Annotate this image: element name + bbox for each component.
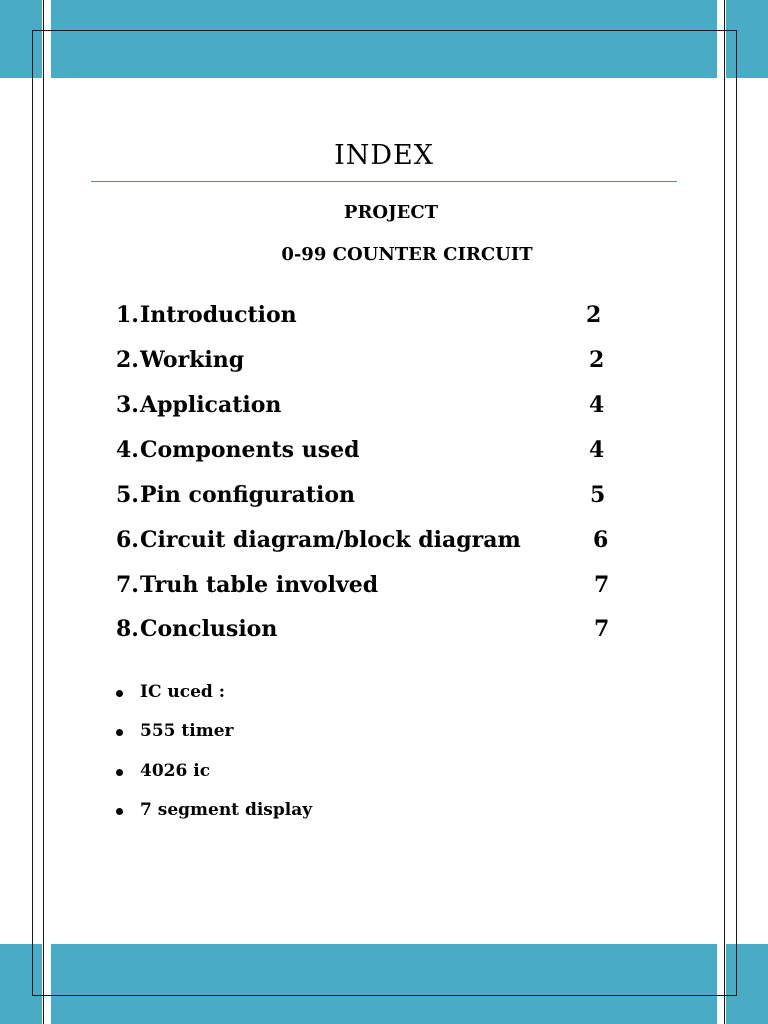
toc-page-number: 7 xyxy=(594,616,610,642)
frame-line-bottom xyxy=(32,995,737,996)
project-label: PROJECT xyxy=(343,202,439,223)
toc-item xyxy=(116,347,616,377)
frame-line-top xyxy=(32,30,737,31)
toc-label: Circuit diagram/block diagram xyxy=(140,527,521,553)
toc-item xyxy=(116,302,616,332)
list-item-text: 7 segment display xyxy=(140,800,313,820)
toc-number: 8. xyxy=(116,616,139,642)
toc-label: Conclusion xyxy=(140,616,278,642)
toc-label: Components used xyxy=(140,437,360,463)
toc-page-number: 2 xyxy=(589,347,605,373)
list-item-text: 4026 ic xyxy=(140,761,211,781)
title-divider xyxy=(91,181,677,182)
toc-number: 1. xyxy=(116,302,139,328)
toc-page-number: 7 xyxy=(594,572,610,598)
header-band xyxy=(0,0,768,78)
bullet-icon xyxy=(116,769,123,776)
toc-label: Application xyxy=(140,392,282,418)
toc-label: Pin configuration xyxy=(140,482,356,508)
project-name: 0-99 COUNTER CIRCUIT xyxy=(281,244,533,265)
footer-band xyxy=(0,944,768,1024)
toc-page-number: 5 xyxy=(590,482,606,508)
toc-page-number: 4 xyxy=(589,392,605,418)
toc-number: 4. xyxy=(116,437,139,463)
toc-label: Working xyxy=(140,347,245,373)
toc-page-number: 2 xyxy=(586,302,602,328)
toc-label: Truh table involved xyxy=(140,572,379,598)
toc-item xyxy=(116,392,616,422)
toc-item xyxy=(116,616,616,646)
toc-item xyxy=(116,482,616,512)
frame-line-left-outer xyxy=(32,30,33,996)
bullet-icon xyxy=(116,690,123,697)
toc-item xyxy=(116,527,616,557)
toc-number: 3. xyxy=(116,392,139,418)
page-title: INDEX xyxy=(334,140,434,171)
toc-label: Introduction xyxy=(140,302,297,328)
toc-number: 6. xyxy=(116,527,139,553)
bullet-icon xyxy=(116,808,123,815)
toc-item xyxy=(116,437,616,467)
toc-number: 5. xyxy=(116,482,139,508)
list-item-text: IC uced : xyxy=(140,682,226,702)
toc-number: 7. xyxy=(116,572,139,598)
toc-item xyxy=(116,572,616,602)
frame-line-right-outer xyxy=(736,30,737,996)
bullet-icon xyxy=(116,729,123,736)
list-item-text: 555 timer xyxy=(140,721,234,741)
toc-page-number: 6 xyxy=(593,527,609,553)
toc-number: 2. xyxy=(116,347,139,373)
toc-page-number: 4 xyxy=(589,437,605,463)
